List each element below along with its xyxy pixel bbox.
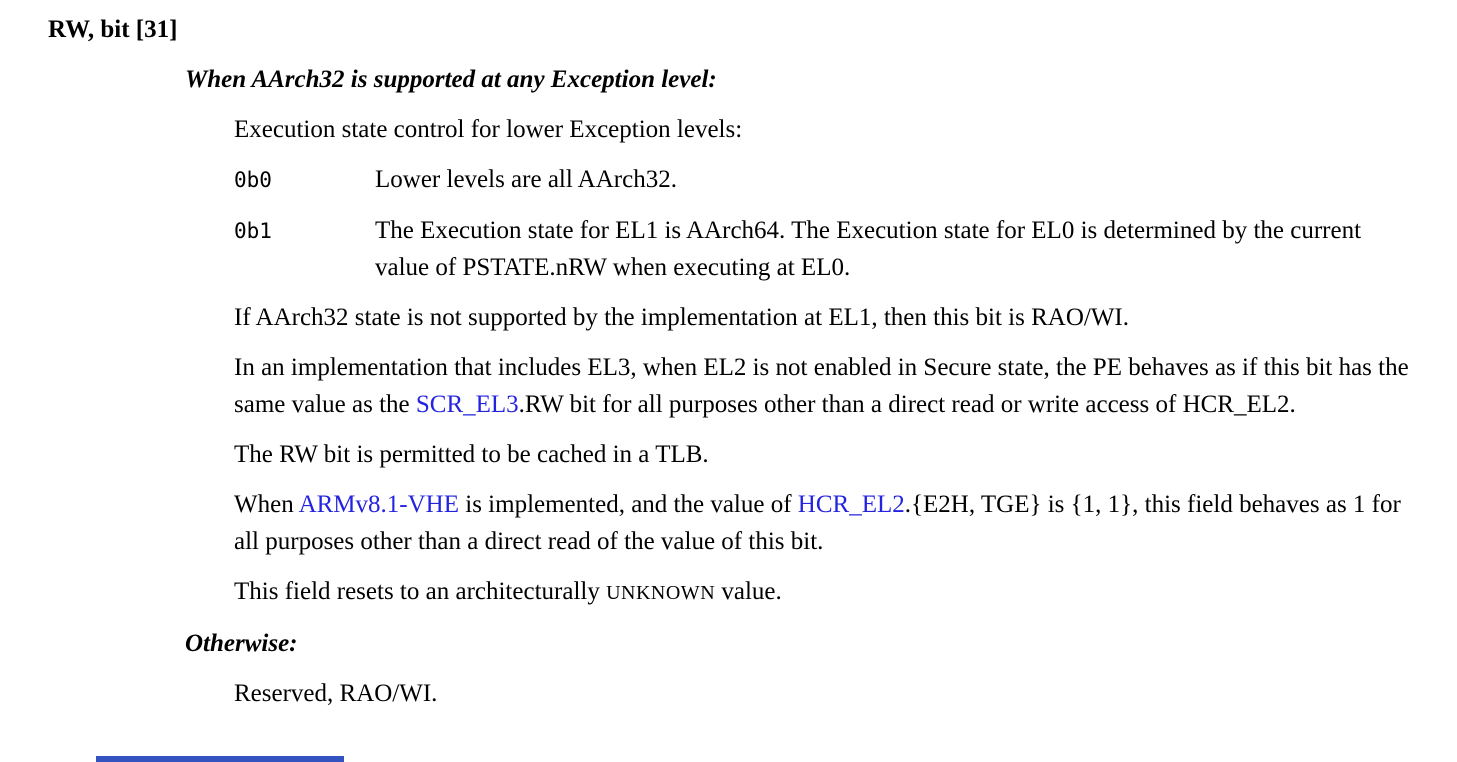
scr-el3-link[interactable]: SCR_EL3	[415, 391, 519, 418]
partial-table-header-bar	[96, 756, 344, 762]
paragraph-exec-state-control: Execution state control for lower Exception levels:	[234, 116, 743, 143]
value-row-0b1	[234, 212, 1412, 286]
hcr-el2-link[interactable]: HCR_EL2	[797, 491, 905, 518]
value-description-0b1: The Execution state for EL1 is AArch64. The Execution state for EL0 is determined by the current value of PSTATE.nRW when executing at EL0.	[375, 217, 1362, 281]
field-heading: RW, bit [31]	[48, 16, 178, 43]
value-row-0b0	[234, 161, 1412, 199]
armv81-vhe-link[interactable]: ARMv8.1-VHE	[298, 491, 459, 518]
condition-body-otherwise	[234, 675, 1412, 712]
paragraph-tlb: The RW bit is permitted to be cached in a TLB.	[234, 441, 709, 468]
paragraph-reset	[234, 573, 1412, 612]
value-literal-0b0: 0b0	[234, 168, 272, 192]
paragraph-rao-wi: If AArch32 state is not supported by the implementation at EL1, then this bit is RAO/WI.	[234, 304, 1129, 331]
condition-body-aarch32	[234, 111, 1412, 612]
text-run: .RW bit for all purposes other than a direct read or write access of HCR_EL2.	[518, 391, 1296, 418]
text-run: In an implementation that includes EL3, when EL2 is not enabled in Secure state, the PE behaves as if this bit has the same value as the	[234, 354, 1409, 418]
unknown-keyword: UNKNOWN	[606, 582, 716, 604]
text-run: This field resets to an architecturally	[234, 578, 607, 605]
value-literal-0b1: 0b1	[234, 219, 272, 243]
text-run: .{E2H, TGE} is {1, 1}, this field behaves as 1 for all purposes other than a direct read of the value of this bit.	[234, 491, 1401, 555]
paragraph-vhe	[234, 486, 1412, 560]
paragraph-secure-state	[234, 349, 1412, 423]
value-description-0b0: Lower levels are all AArch32.	[375, 166, 677, 193]
text-run: value.	[715, 578, 782, 605]
condition-heading-otherwise: Otherwise:	[185, 630, 298, 657]
paragraph-reserved: Reserved, RAO/WI.	[234, 680, 438, 707]
text-run: is implemented, and the value of	[459, 491, 798, 518]
condition-heading-aarch32: When AArch32 is supported at any Exception level:	[185, 66, 717, 93]
text-run: When	[234, 491, 299, 518]
